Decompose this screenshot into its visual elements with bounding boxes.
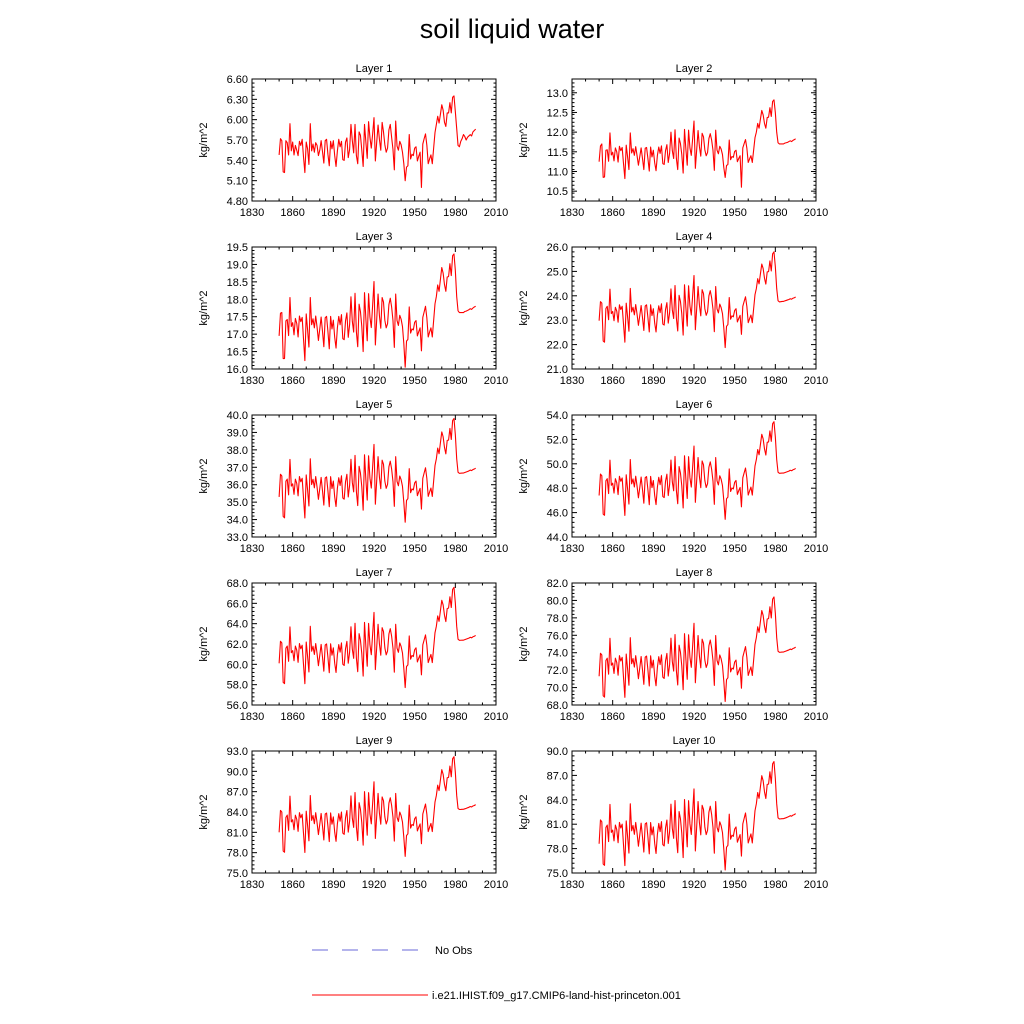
x-tick-label: 1830 — [559, 879, 585, 891]
x-tick-label: 1860 — [600, 879, 625, 891]
x-tick-label: 1890 — [641, 375, 666, 387]
y-tick-label: 19.5 — [226, 242, 248, 254]
panel-2 — [518, 63, 828, 219]
x-tick-label: 1860 — [280, 207, 305, 219]
y-tick-label: 19.0 — [226, 259, 248, 272]
x-tick-label: 1920 — [361, 543, 387, 555]
x-tick-label: 1920 — [681, 711, 707, 723]
y-tick-label: 82.0 — [546, 578, 568, 590]
panel-6 — [518, 399, 828, 555]
y-tick-label: 87.0 — [226, 786, 248, 799]
y-tick-label: 36.0 — [226, 479, 248, 492]
series-line — [279, 96, 476, 188]
y-axis-label: kg/m^2 — [198, 626, 210, 662]
x-tick-label: 2010 — [803, 543, 829, 555]
y-tick-label: 48.0 — [546, 483, 568, 496]
x-tick-label: 2010 — [483, 375, 509, 387]
x-tick-label: 1890 — [641, 711, 666, 723]
series-line — [599, 597, 796, 702]
y-tick-label: 87.0 — [546, 770, 568, 783]
x-tick-label: 1950 — [722, 879, 747, 891]
x-tick-label: 1860 — [280, 543, 305, 555]
y-tick-label: 26.0 — [546, 242, 568, 254]
x-tick-label: 1950 — [722, 207, 747, 219]
x-tick-label: 1950 — [402, 543, 427, 555]
y-tick-label: 35.0 — [226, 497, 248, 510]
y-tick-label: 80.0 — [546, 595, 568, 608]
series-line — [599, 252, 796, 348]
y-tick-label: 39.0 — [226, 427, 248, 440]
x-tick-label: 1830 — [239, 207, 265, 219]
x-tick-label: 1920 — [681, 879, 707, 891]
x-tick-label: 1980 — [443, 711, 468, 723]
y-axis-label: kg/m^2 — [198, 290, 210, 326]
x-tick-label: 1980 — [763, 375, 788, 387]
y-axis-label: kg/m^2 — [518, 626, 530, 662]
x-tick-label: 1950 — [722, 375, 747, 387]
panel-title: Layer 7 — [355, 567, 393, 579]
y-tick-label: 70.0 — [546, 682, 568, 695]
panel-8 — [518, 567, 828, 723]
y-tick-label: 33.0 — [226, 532, 248, 544]
x-tick-label: 1830 — [559, 207, 585, 219]
y-tick-label: 18.5 — [226, 276, 248, 289]
x-tick-label: 1860 — [280, 879, 305, 891]
x-tick-label: 1860 — [600, 375, 625, 387]
plot-frame — [252, 751, 496, 873]
panel-4 — [518, 231, 828, 387]
x-tick-label: 2010 — [803, 375, 829, 387]
x-tick-label: 1920 — [361, 375, 387, 387]
y-tick-label: 58.0 — [226, 679, 248, 692]
x-tick-label: 2010 — [803, 207, 829, 219]
y-axis-label: kg/m^2 — [198, 458, 210, 494]
x-tick-label: 1890 — [321, 207, 346, 219]
y-tick-label: 62.0 — [226, 639, 248, 651]
y-tick-label: 72.0 — [546, 665, 568, 678]
x-tick-label: 1950 — [402, 375, 427, 387]
x-tick-label: 1860 — [600, 543, 625, 555]
y-tick-label: 6.30 — [226, 94, 248, 107]
legend-label-model-run: i.e21.IHIST.f09_g17.CMIP6-land-hist-princeton.001 — [432, 990, 681, 1002]
y-tick-label: 10.5 — [546, 186, 568, 199]
y-tick-label: 17.0 — [226, 329, 248, 342]
legend — [312, 945, 681, 1002]
y-tick-label: 81.0 — [546, 819, 568, 832]
series-line — [599, 762, 796, 870]
y-tick-label: 12.5 — [546, 107, 568, 120]
y-tick-label: 5.70 — [226, 135, 248, 147]
x-tick-label: 1890 — [321, 375, 346, 387]
y-tick-label: 84.0 — [226, 807, 248, 819]
y-tick-label: 25.0 — [546, 266, 568, 279]
y-axis-label: kg/m^2 — [518, 458, 530, 494]
y-tick-label: 46.0 — [546, 507, 568, 520]
y-tick-label: 16.0 — [226, 364, 248, 376]
x-tick-label: 1950 — [722, 543, 747, 555]
y-tick-label: 24.0 — [546, 290, 568, 303]
y-tick-label: 64.0 — [226, 618, 248, 631]
panel-title: Layer 9 — [355, 735, 393, 747]
plot-frame — [572, 415, 816, 537]
x-tick-label: 1830 — [239, 879, 265, 891]
x-tick-label: 1980 — [763, 543, 788, 555]
x-tick-label: 1950 — [722, 711, 747, 723]
x-tick-label: 1860 — [280, 375, 305, 387]
y-tick-label: 54.0 — [546, 410, 568, 422]
x-tick-label: 1980 — [763, 879, 788, 891]
legend-label-no-obs: No Obs — [435, 945, 473, 957]
y-tick-label: 52.0 — [546, 434, 568, 447]
x-tick-label: 1950 — [402, 879, 427, 891]
y-tick-label: 13.0 — [546, 87, 568, 100]
series-line — [279, 757, 476, 857]
panel-title: Layer 5 — [355, 399, 393, 411]
x-tick-label: 2010 — [483, 207, 509, 219]
y-tick-label: 66.0 — [226, 598, 248, 611]
x-tick-label: 1950 — [402, 711, 427, 723]
y-tick-label: 84.0 — [546, 794, 568, 807]
y-tick-label: 34.0 — [226, 514, 248, 527]
panel-title: Layer 10 — [672, 735, 716, 747]
x-tick-label: 2010 — [803, 711, 829, 723]
y-tick-label: 16.5 — [226, 346, 248, 359]
x-tick-label: 1980 — [443, 879, 468, 891]
x-tick-label: 2010 — [483, 543, 509, 555]
x-tick-label: 1950 — [402, 207, 427, 219]
x-tick-label: 2010 — [483, 711, 509, 723]
panel-title: Layer 3 — [355, 231, 393, 243]
y-tick-label: 37.0 — [226, 462, 248, 475]
x-tick-label: 1860 — [280, 711, 305, 723]
x-tick-label: 1890 — [641, 879, 666, 891]
x-tick-label: 1830 — [239, 711, 265, 723]
panel-title: Layer 1 — [355, 63, 393, 75]
y-axis-label: kg/m^2 — [518, 122, 530, 158]
y-tick-label: 11.5 — [547, 146, 568, 159]
panel-1 — [198, 63, 508, 219]
y-tick-label: 17.5 — [226, 311, 248, 324]
y-tick-label: 75.0 — [546, 868, 568, 880]
panel-5 — [198, 399, 508, 555]
y-tick-label: 38.0 — [226, 444, 248, 457]
x-tick-label: 1980 — [443, 543, 468, 555]
y-tick-label: 90.0 — [226, 766, 248, 779]
y-tick-label: 6.00 — [226, 114, 248, 127]
x-tick-label: 1860 — [600, 207, 625, 219]
y-axis-label: kg/m^2 — [198, 794, 210, 830]
y-tick-label: 68.0 — [226, 578, 248, 590]
series-line — [599, 422, 796, 520]
y-axis-label: kg/m^2 — [518, 794, 530, 830]
x-tick-label: 1920 — [361, 879, 387, 891]
plot-frame — [252, 247, 496, 369]
panel-title: Layer 6 — [675, 399, 713, 411]
y-axis-label: kg/m^2 — [198, 122, 210, 158]
y-tick-label: 74.0 — [546, 647, 568, 660]
y-tick-label: 50.0 — [546, 458, 568, 471]
x-tick-label: 1980 — [763, 711, 788, 723]
x-tick-label: 2010 — [803, 879, 829, 891]
y-tick-label: 5.10 — [226, 175, 248, 188]
series-line — [279, 418, 476, 522]
plot-frame — [252, 583, 496, 705]
y-tick-label: 93.0 — [226, 746, 248, 758]
x-tick-label: 1890 — [321, 543, 346, 555]
y-tick-label: 22.0 — [546, 339, 568, 352]
series-line — [599, 100, 796, 187]
x-tick-label: 1830 — [559, 375, 585, 387]
y-tick-label: 78.0 — [546, 612, 568, 625]
panel-3 — [198, 231, 508, 387]
y-tick-label: 75.0 — [226, 868, 248, 880]
x-tick-label: 1830 — [559, 543, 585, 555]
x-tick-label: 1830 — [239, 375, 265, 387]
x-tick-label: 1890 — [641, 207, 666, 219]
y-tick-label: 21.0 — [546, 364, 568, 376]
y-tick-label: 5.40 — [226, 155, 248, 168]
x-tick-label: 1920 — [681, 375, 707, 387]
x-tick-label: 1890 — [641, 543, 666, 555]
x-tick-label: 1890 — [321, 879, 346, 891]
x-tick-label: 2010 — [483, 879, 509, 891]
y-tick-label: 78.0 — [546, 843, 568, 856]
panel-10 — [518, 735, 828, 891]
y-tick-label: 68.0 — [546, 700, 568, 712]
series-line — [279, 254, 476, 367]
x-tick-label: 1830 — [559, 711, 585, 723]
y-tick-label: 11.0 — [547, 166, 568, 179]
y-tick-label: 78.0 — [226, 847, 248, 860]
y-tick-label: 6.60 — [226, 74, 248, 86]
x-tick-label: 1980 — [443, 207, 468, 219]
x-tick-label: 1920 — [361, 711, 387, 723]
x-tick-label: 1830 — [239, 543, 265, 555]
y-tick-label: 4.80 — [226, 196, 248, 208]
y-tick-label: 56.0 — [226, 700, 248, 712]
y-tick-label: 18.0 — [226, 294, 248, 307]
y-tick-label: 81.0 — [226, 827, 248, 840]
x-tick-label: 1980 — [443, 375, 468, 387]
y-tick-label: 60.0 — [226, 659, 248, 672]
x-tick-label: 1860 — [600, 711, 625, 723]
panel-title: Layer 2 — [675, 63, 713, 75]
y-tick-label: 76.0 — [546, 630, 568, 643]
y-tick-label: 90.0 — [546, 746, 568, 758]
x-tick-label: 1980 — [763, 207, 788, 219]
x-tick-label: 1920 — [361, 207, 387, 219]
y-axis-label: kg/m^2 — [518, 290, 530, 326]
figure-title: soil liquid water — [419, 14, 605, 44]
x-tick-label: 1920 — [681, 543, 707, 555]
y-tick-label: 40.0 — [226, 410, 248, 422]
series-line — [279, 587, 476, 687]
y-tick-label: 44.0 — [546, 532, 568, 544]
panel-title: Layer 4 — [675, 231, 713, 243]
panel-title: Layer 8 — [675, 567, 713, 579]
panel-7 — [198, 567, 508, 723]
plot-frame — [252, 415, 496, 537]
panel-9 — [198, 735, 508, 891]
x-tick-label: 1920 — [681, 207, 707, 219]
y-tick-label: 23.0 — [546, 315, 568, 328]
x-tick-label: 1890 — [321, 711, 346, 723]
y-tick-label: 12.0 — [546, 127, 568, 140]
plot-frame — [252, 79, 496, 201]
